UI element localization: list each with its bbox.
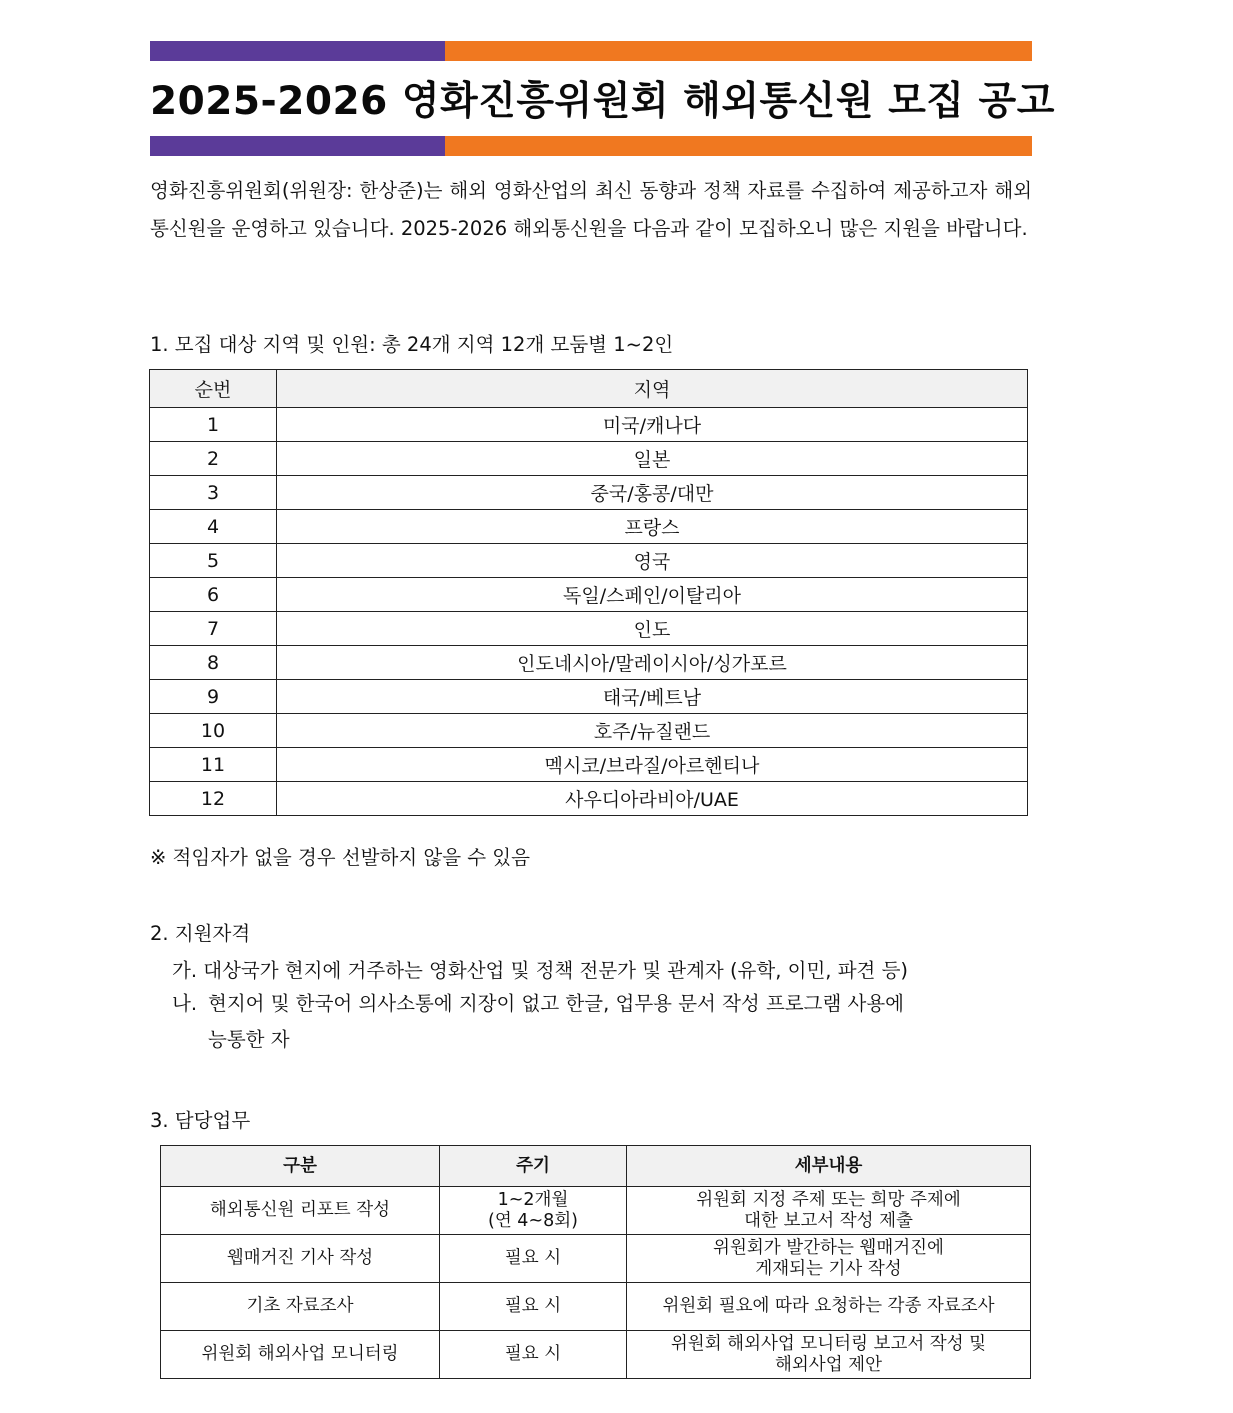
qualification-item-a: 가. 대상국가 현지에 거주하는 영화산업 및 정책 전문가 및 관계자 (유학, 이민, 파견 등) — [172, 959, 909, 982]
period-line: 필요 시 — [504, 1248, 562, 1268]
number-cell: 4 — [150, 510, 277, 544]
region-cell: 일본 — [277, 442, 1028, 476]
category-cell: 해외통신원 리포트 작성 — [161, 1187, 440, 1235]
period-cell — [440, 1283, 627, 1331]
table-row — [150, 748, 1028, 782]
region-cell: 인도네시아/말레이시아/싱가포르 — [277, 646, 1028, 680]
table-row — [150, 510, 1028, 544]
period-cell — [440, 1187, 627, 1235]
bar-orange-segment — [445, 41, 1032, 61]
region-cell: 중국/홍콩/대만 — [277, 476, 1028, 510]
number-cell: 5 — [150, 544, 277, 578]
number-cell: 11 — [150, 748, 277, 782]
period-line: 필요 시 — [504, 1344, 562, 1364]
qualification-item-b — [172, 986, 1034, 1058]
detail-line: 대한 보고서 작성 제출 — [744, 1210, 913, 1231]
detail-line: 위원회 해외사업 모니터링 보고서 작성 및 — [670, 1333, 987, 1354]
period-line: (연 4~8회) — [488, 1210, 578, 1231]
item-b-line2: 능통한 자 — [208, 1028, 290, 1051]
region-cell: 인도 — [277, 612, 1028, 646]
region-cell: 미국/캐나다 — [277, 408, 1028, 442]
detail-cell — [627, 1283, 1031, 1331]
number-cell: 1 — [150, 408, 277, 442]
region-table — [149, 369, 1028, 816]
selection-note: ※ 적임자가 없을 경우 선발하지 않을 수 있음 — [150, 846, 530, 869]
intro-paragraph: 영화진흥위원회(위원장: 한상준)는 해외 영화산업의 최신 동향과 정책 자료를 수집하여 제공하고자 해외 통신원을 운영하고 있습니다. 2025-2026 해외통신원을 다음과 같이 모집하오니 많은 지원을 바랍니다. — [150, 179, 1032, 240]
header-period: 주기 — [440, 1146, 627, 1187]
header-number: 순번 — [150, 370, 277, 408]
region-cell: 태국/베트남 — [277, 680, 1028, 714]
item-b-line1: 현지어 및 한국어 의사소통에 지장이 없고 한글, 업무용 문서 작성 프로그램 사용에 — [208, 992, 905, 1015]
item-b-marker: 나. — [172, 992, 198, 1015]
detail-line: 게재되는 기사 작성 — [755, 1258, 902, 1279]
number-cell: 10 — [150, 714, 277, 748]
period-cell — [440, 1235, 627, 1283]
number-cell: 2 — [150, 442, 277, 476]
region-cell: 멕시코/브라질/아르헨티나 — [277, 748, 1028, 782]
table-row — [150, 544, 1028, 578]
region-cell: 영국 — [277, 544, 1028, 578]
number-cell: 7 — [150, 612, 277, 646]
detail-cell — [627, 1187, 1031, 1235]
table-row — [150, 680, 1028, 714]
table-row — [150, 612, 1028, 646]
header-category: 구분 — [161, 1146, 440, 1187]
section1-heading: 1. 모집 대상 지역 및 인원: 총 24개 지역 12개 모둠별 1~2인 — [150, 333, 674, 356]
bar-orange-segment — [445, 136, 1032, 156]
region-cell: 호주/뉴질랜드 — [277, 714, 1028, 748]
table-row — [150, 578, 1028, 612]
table-row — [161, 1235, 1031, 1283]
header-region: 지역 — [277, 370, 1028, 408]
category-cell: 웹매거진 기사 작성 — [161, 1235, 440, 1283]
period-line: 1~2개월 — [497, 1189, 569, 1210]
detail-line: 위원회 필요에 따라 요청하는 각종 자료조사 — [662, 1296, 995, 1316]
detail-cell — [627, 1235, 1031, 1283]
number-cell: 12 — [150, 782, 277, 816]
table-row — [150, 476, 1028, 510]
number-cell: 8 — [150, 646, 277, 680]
table-row — [150, 714, 1028, 748]
region-cell: 사우디아라비아/UAE — [277, 782, 1028, 816]
region-cell: 독일/스페인/이탈리아 — [277, 578, 1028, 612]
table-row — [150, 442, 1028, 476]
region-cell: 프랑스 — [277, 510, 1028, 544]
category-cell: 위원회 해외사업 모니터링 — [161, 1331, 440, 1379]
title-bar-bottom — [150, 136, 1032, 156]
table-row — [161, 1187, 1031, 1235]
category-cell: 기초 자료조사 — [161, 1283, 440, 1331]
header-detail: 세부내용 — [627, 1146, 1031, 1187]
number-cell: 6 — [150, 578, 277, 612]
title-bar-top — [150, 41, 1032, 61]
table-row — [161, 1331, 1031, 1379]
period-line: 필요 시 — [504, 1296, 562, 1316]
section3-heading: 3. 담당업무 — [150, 1109, 251, 1132]
table-row — [150, 782, 1028, 816]
detail-line: 해외사업 제안 — [775, 1354, 882, 1375]
table-row — [150, 646, 1028, 680]
number-cell: 3 — [150, 476, 277, 510]
detail-line: 위원회 지정 주제 또는 희망 주제에 — [696, 1189, 961, 1210]
duty-table — [160, 1145, 1031, 1379]
table-row — [161, 1283, 1031, 1331]
page-title: 2025-2026 영화진흥위원회 해외통신원 모집 공고 — [150, 79, 1055, 124]
detail-cell — [627, 1331, 1031, 1379]
section2-heading: 2. 지원자격 — [150, 922, 251, 945]
table-row — [150, 408, 1028, 442]
number-cell: 9 — [150, 680, 277, 714]
bar-purple-segment — [150, 136, 445, 156]
bar-purple-segment — [150, 41, 445, 61]
detail-line: 위원회가 발간하는 웹매거진에 — [713, 1237, 944, 1258]
table-header-row — [161, 1146, 1031, 1187]
period-cell — [440, 1331, 627, 1379]
table-header-row — [150, 370, 1028, 408]
